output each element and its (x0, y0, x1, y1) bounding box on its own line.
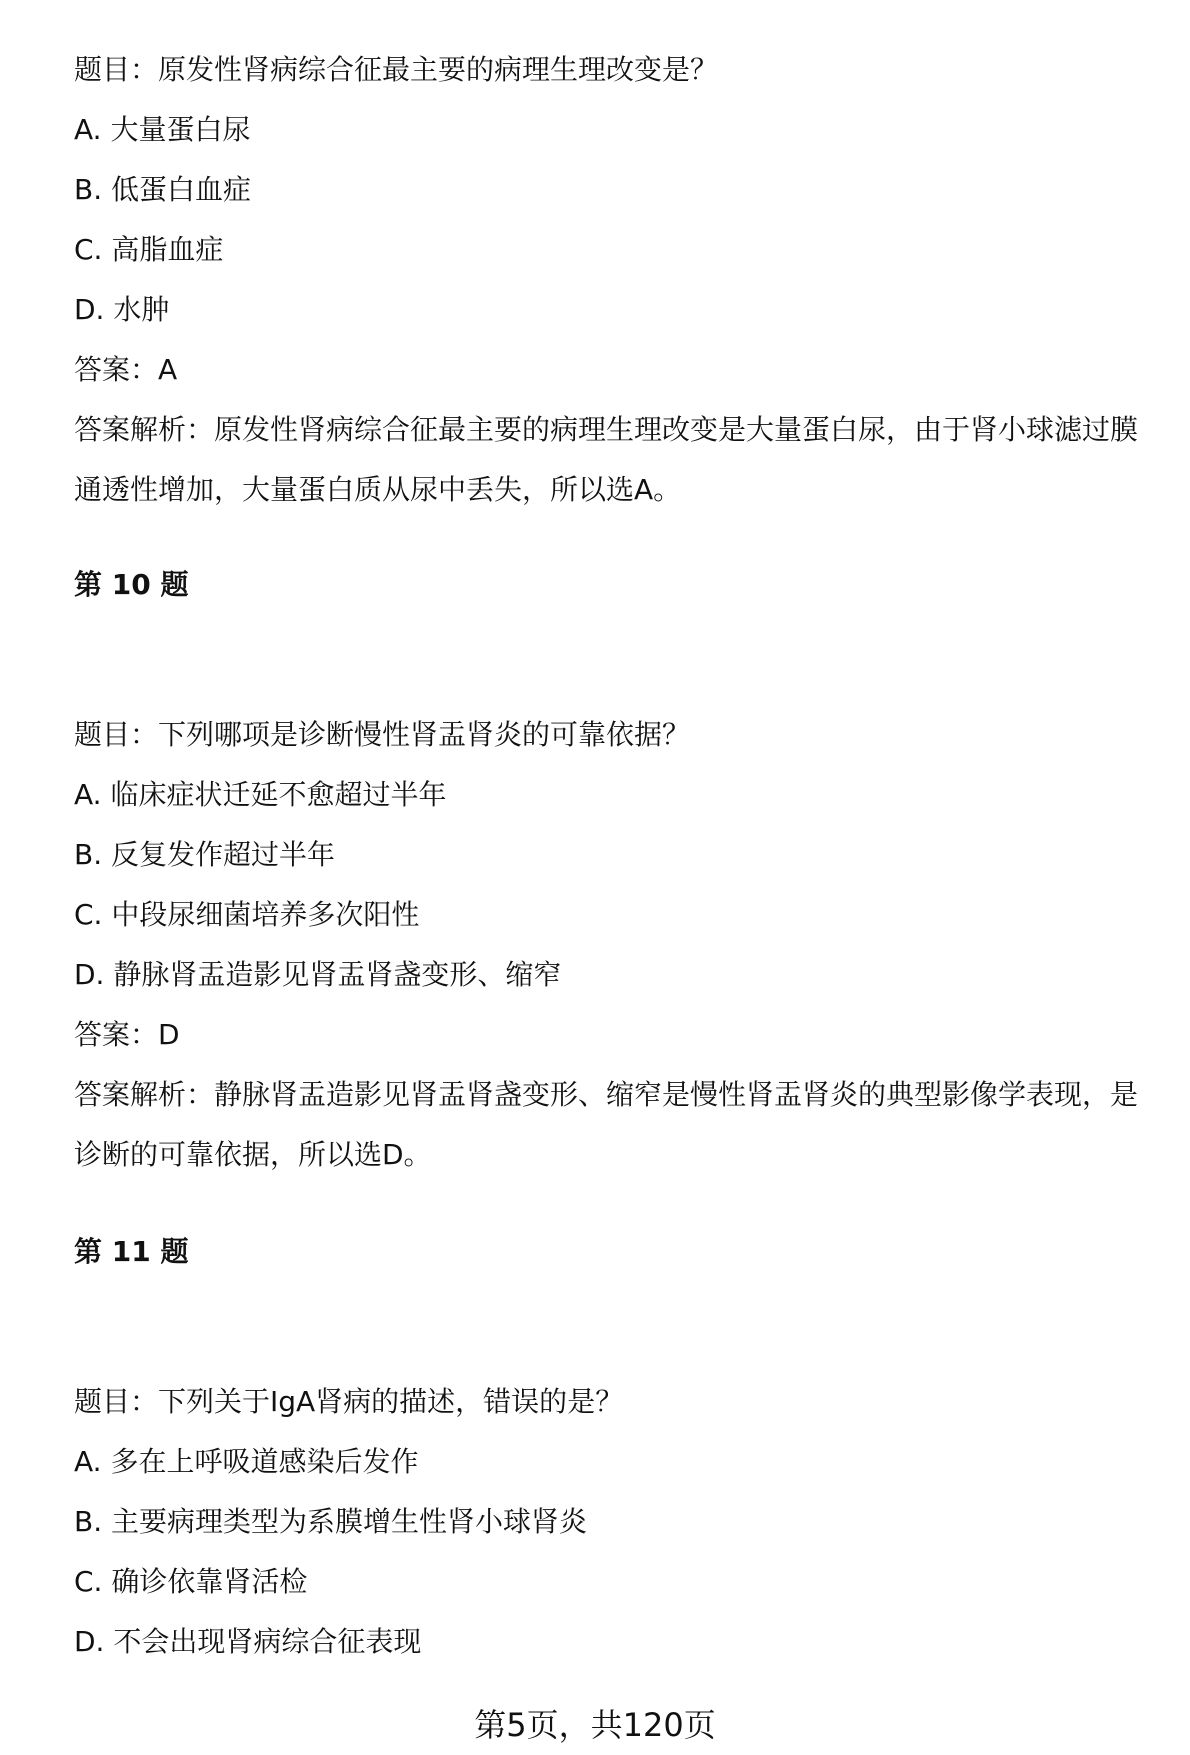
question-11-block (74, 1372, 1154, 1672)
answer-analysis: 答案解析：原发性肾病综合征最主要的病理生理改变是大量蛋白尿，由于肾小球滤过膜通透性增加，大量蛋白质从尿中丢失，所以选A。 (74, 413, 1139, 506)
question-10-heading-block (74, 555, 1154, 615)
question-heading: 第 10 题 (74, 568, 189, 601)
option-c: C. 确诊依靠肾活检 (74, 1565, 308, 1598)
question-11-heading-block (74, 1222, 1154, 1282)
question-heading: 第 11 题 (74, 1235, 189, 1268)
question-text: 题目：原发性肾病综合征最主要的病理生理改变是？ (74, 53, 719, 86)
option-b: B. 低蛋白血症 (74, 173, 252, 206)
option-a: A. 临床症状迁延不愈超过半年 (74, 778, 447, 811)
answer-analysis: 答案解析：静脉肾盂造影见肾盂肾盏变形、缩窄是慢性肾盂肾炎的典型影像学表现，是诊断的可靠依据，所以选D。 (74, 1078, 1139, 1171)
question-text: 题目：下列哪项是诊断慢性肾盂肾炎的可靠依据？ (74, 718, 691, 751)
page-number: 第5页，共120页 (474, 1706, 716, 1744)
answer-text: 答案：A (74, 353, 178, 386)
answer-text: 答案：D (74, 1018, 180, 1051)
option-a: A. 大量蛋白尿 (74, 113, 251, 146)
question-10-block (74, 705, 1154, 1185)
question-9-block (74, 40, 1154, 520)
option-b: B. 反复发作超过半年 (74, 838, 336, 871)
option-d: D. 不会出现肾病综合征表现 (74, 1625, 422, 1658)
question-text: 题目：下列关于IgA肾病的描述，错误的是？ (74, 1385, 624, 1418)
option-c: C. 中段尿细菌培养多次阳性 (74, 898, 420, 931)
option-d: D. 水肿 (74, 293, 170, 326)
option-d: D. 静脉肾盂造影见肾盂肾盏变形、缩窄 (74, 958, 562, 991)
option-a: A. 多在上呼吸道感染后发作 (74, 1445, 419, 1478)
option-c: C. 高脂血症 (74, 233, 224, 266)
option-b: B. 主要病理类型为系膜增生性肾小球肾炎 (74, 1505, 588, 1538)
